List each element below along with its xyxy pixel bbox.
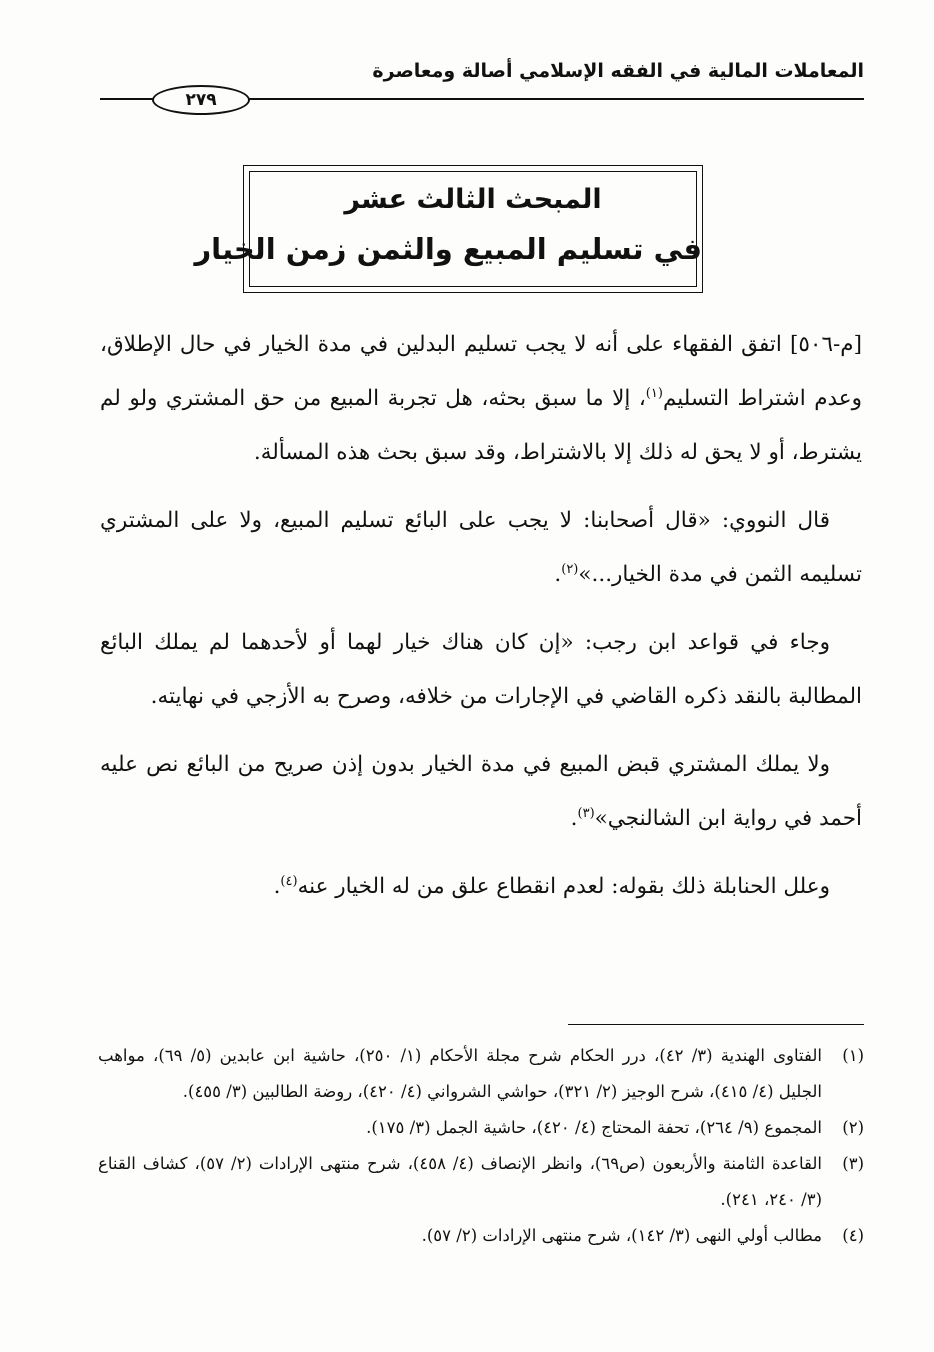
footnote-number: (٤): [842, 1226, 864, 1245]
footnote-ref-1: (١): [645, 385, 663, 401]
footnote-ref-2: (٢): [561, 561, 579, 577]
footnote-number: (٢): [842, 1118, 864, 1137]
paragraph-3: [100, 616, 862, 724]
footnote-text: المجموع (٩/ ٢٦٤)، تحفة المحتاج (٤/ ٤٢٠)، حاشية الجمل (٣/ ١٧٥).: [366, 1118, 822, 1137]
issue-reference: [م-٥٠٦]: [789, 332, 862, 357]
section-title-line-2: في تسليم المبيع والثمن زمن الخيار: [194, 232, 702, 266]
footnote-3: [98, 1146, 864, 1218]
paragraph-1-text-a: اتفق الفقهاء على أنه لا يجب تسليم البدلين في مدة الخيار في حال الإطلاق، وعدم اشتراط التسليم: [100, 332, 863, 411]
paragraph-1: [100, 318, 862, 480]
paragraph-2: [100, 494, 862, 602]
page-number: ٢٧٩: [152, 85, 250, 115]
paragraph-5-text: وعلل الحنابلة ذلك بقوله: لعدم انقطاع علق من له الخيار عنه: [297, 874, 830, 899]
paragraph-3-text: وجاء في قواعد ابن رجب: «إن كان هناك خيار لهما أو لأحدهما لم يملك البائع المطالبة بالنقد ذكره القاضي في الإجارات من خلافه، وصرح به الأزجي في نهايته.: [100, 630, 862, 709]
footnote-4: [98, 1218, 864, 1254]
running-title: المعاملات المالية في الفقه الإسلامي أصالة ومعاصرة: [372, 60, 864, 82]
footnote-ref-4: (٤): [280, 873, 298, 889]
paragraph-4-tail: .: [570, 806, 578, 831]
footnote-text: القاعدة الثامنة والأربعون (ص٦٩)، وانظر الإنصاف (٤/ ٤٥٨)، شرح منتهى الإرادات (٢/ ٥٧)، كشاف القناع (٣/ ٢٤٠، ٢٤١).: [98, 1154, 822, 1209]
paragraph-2-text: قال النووي: «قال أصحابنا: لا يجب على البائع تسليم المبيع، ولا على المشتري تسليمه الثمن في مدة الخيار...»: [100, 508, 862, 587]
section-title-box: [194, 165, 703, 293]
footnote-ref-3: (٣): [577, 805, 595, 821]
body-text: [100, 318, 862, 928]
footnote-text: مطالب أولي النهى (٣/ ١٤٢)، شرح منتهى الإرادات (٢/ ٥٧).: [421, 1226, 822, 1245]
footnote-text: الفتاوى الهندية (٣/ ٤٢)، درر الحكام شرح مجلة الأحكام (١/ ٢٥٠)، حاشية ابن عابدين (٥/ ٦٩)، مواهب الجليل (٤/ ٤١٥)، شرح الوجيز (٢/ ٣٢١)، حواشي الشرواني (٤/ ٤٢٠)، روضة الطالبين (٣/ ٤٥٥).: [98, 1046, 822, 1101]
section-title-line-1: المبحث الثالث عشر: [344, 184, 602, 215]
footnote-1: [98, 1038, 864, 1110]
footnote-2: [98, 1110, 864, 1146]
paragraph-5: [100, 860, 862, 914]
paragraph-4: [100, 738, 862, 846]
paragraph-2-tail: .: [554, 562, 562, 587]
footnote-number: (٣): [842, 1154, 864, 1173]
paragraph-5-tail: .: [273, 874, 281, 899]
paragraph-4-text: ولا يملك المشتري قبض المبيع في مدة الخيار بدون إذن صريح من البائع نص عليه أحمد في رواية ابن الشالنجي»: [100, 752, 862, 831]
footnotes: [98, 1038, 864, 1254]
footnote-number: (١): [842, 1046, 864, 1065]
footnote-separator: [568, 1024, 864, 1025]
paragraph-1-text-b: ، إلا ما سبق بحثه، هل تجربة المبيع من حق المشتري ولو لم يشترط، أو لا يحق له ذلك إلا بالاشتراط، وقد سبق بحث هذه المسألة.: [100, 386, 862, 465]
